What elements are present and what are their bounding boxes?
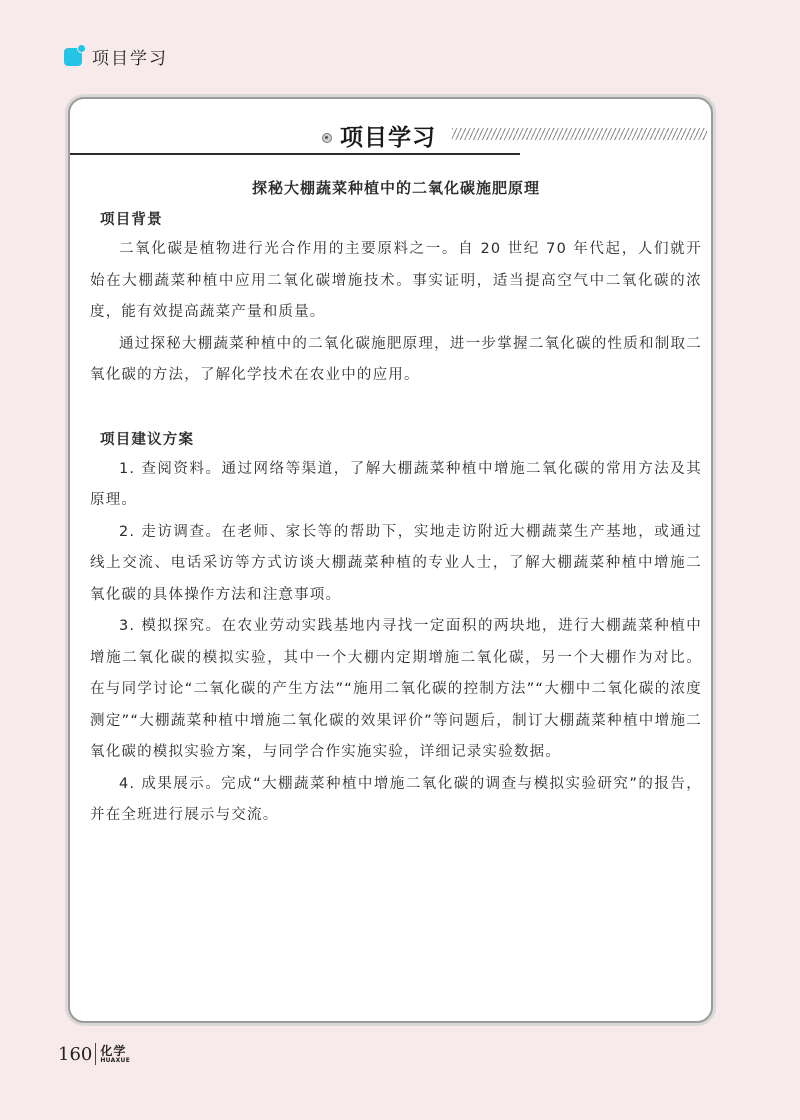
header-square-icon bbox=[64, 48, 82, 66]
subject-label bbox=[100, 1045, 130, 1064]
paragraph: 通过探秘大棚蔬菜种植中的二氧化碳施肥原理，进一步掌握二氧化碳的性质和制取二氧化碳的方法，了解化学技术在农业中的应用。 bbox=[90, 335, 702, 383]
plan-step: 4. 成果展示。完成“大棚蔬菜种植中增施二氧化碳的调查与模拟实验研究”的报告，并在全班进行展示与交流。 bbox=[90, 775, 702, 823]
paragraph: 二氧化碳是植物进行光合作用的主要原料之一。自 20 世纪 70 年代起，人们就开始在大棚蔬菜种植中应用二氧化碳增施技术。事实证明，适当提高空气中二氧化碳的浓度，能有效提高蔬菜产量和质量。 bbox=[90, 241, 702, 320]
page-footer bbox=[58, 1043, 130, 1065]
panel-heading-bar bbox=[70, 117, 711, 157]
article-title: 探秘大棚蔬菜种植中的二氧化碳施肥原理 bbox=[251, 179, 540, 197]
header-title: 项目学习 bbox=[92, 49, 168, 69]
plan-step: 1. 查阅资料。通过网络等渠道，了解大棚蔬菜种植中增施二氧化碳的常用方法及其原理。 bbox=[90, 460, 702, 508]
page-header bbox=[64, 44, 168, 69]
heading-hatch-decoration bbox=[452, 128, 707, 140]
section-background bbox=[90, 208, 702, 392]
section-heading: 项目背景 bbox=[100, 212, 163, 228]
subject-name: 化学 bbox=[100, 1043, 127, 1058]
panel-content bbox=[90, 176, 702, 832]
section-heading: 项目建议方案 bbox=[100, 431, 195, 448]
subject-pinyin: HUAXUE bbox=[100, 1056, 131, 1064]
page-number: 160 bbox=[58, 1043, 93, 1065]
plan-step: 2. 走访调查。在老师、家长等的帮助下，实地走访附近大棚蔬菜生产基地，或通过线上交流、电话采访等方式访谈大棚蔬菜种植的专业人士，了解大棚蔬菜种植中增施二氧化碳的具体操作方法和注意事项。 bbox=[90, 523, 702, 603]
panel-heading: 项目学习 bbox=[340, 125, 436, 151]
heading-bullet-icon bbox=[322, 133, 332, 143]
project-panel bbox=[68, 97, 713, 1023]
heading-rule bbox=[70, 153, 520, 155]
section-plan bbox=[90, 428, 702, 832]
footer-divider bbox=[95, 1043, 96, 1065]
plan-step: 3. 模拟探究。在农业劳动实践基地内寻找一定面积的两块地，进行大棚蔬菜种植中增施二氧化碳的模拟实验，其中一个大棚内定期增施二氧化碳，另一个大棚作为对比。在与同学讨论“二氧化碳的产生方法”“施用二氧化碳的控制方法”“大棚中二氧化碳的浓度测定”“大棚蔬菜种植中增施二氧化碳的效果评价”等问题后，制订大棚蔬菜种植中增施二氧化碳的模拟实验方案，与同学合作实施实验，详细记录实验数据。 bbox=[90, 618, 702, 760]
